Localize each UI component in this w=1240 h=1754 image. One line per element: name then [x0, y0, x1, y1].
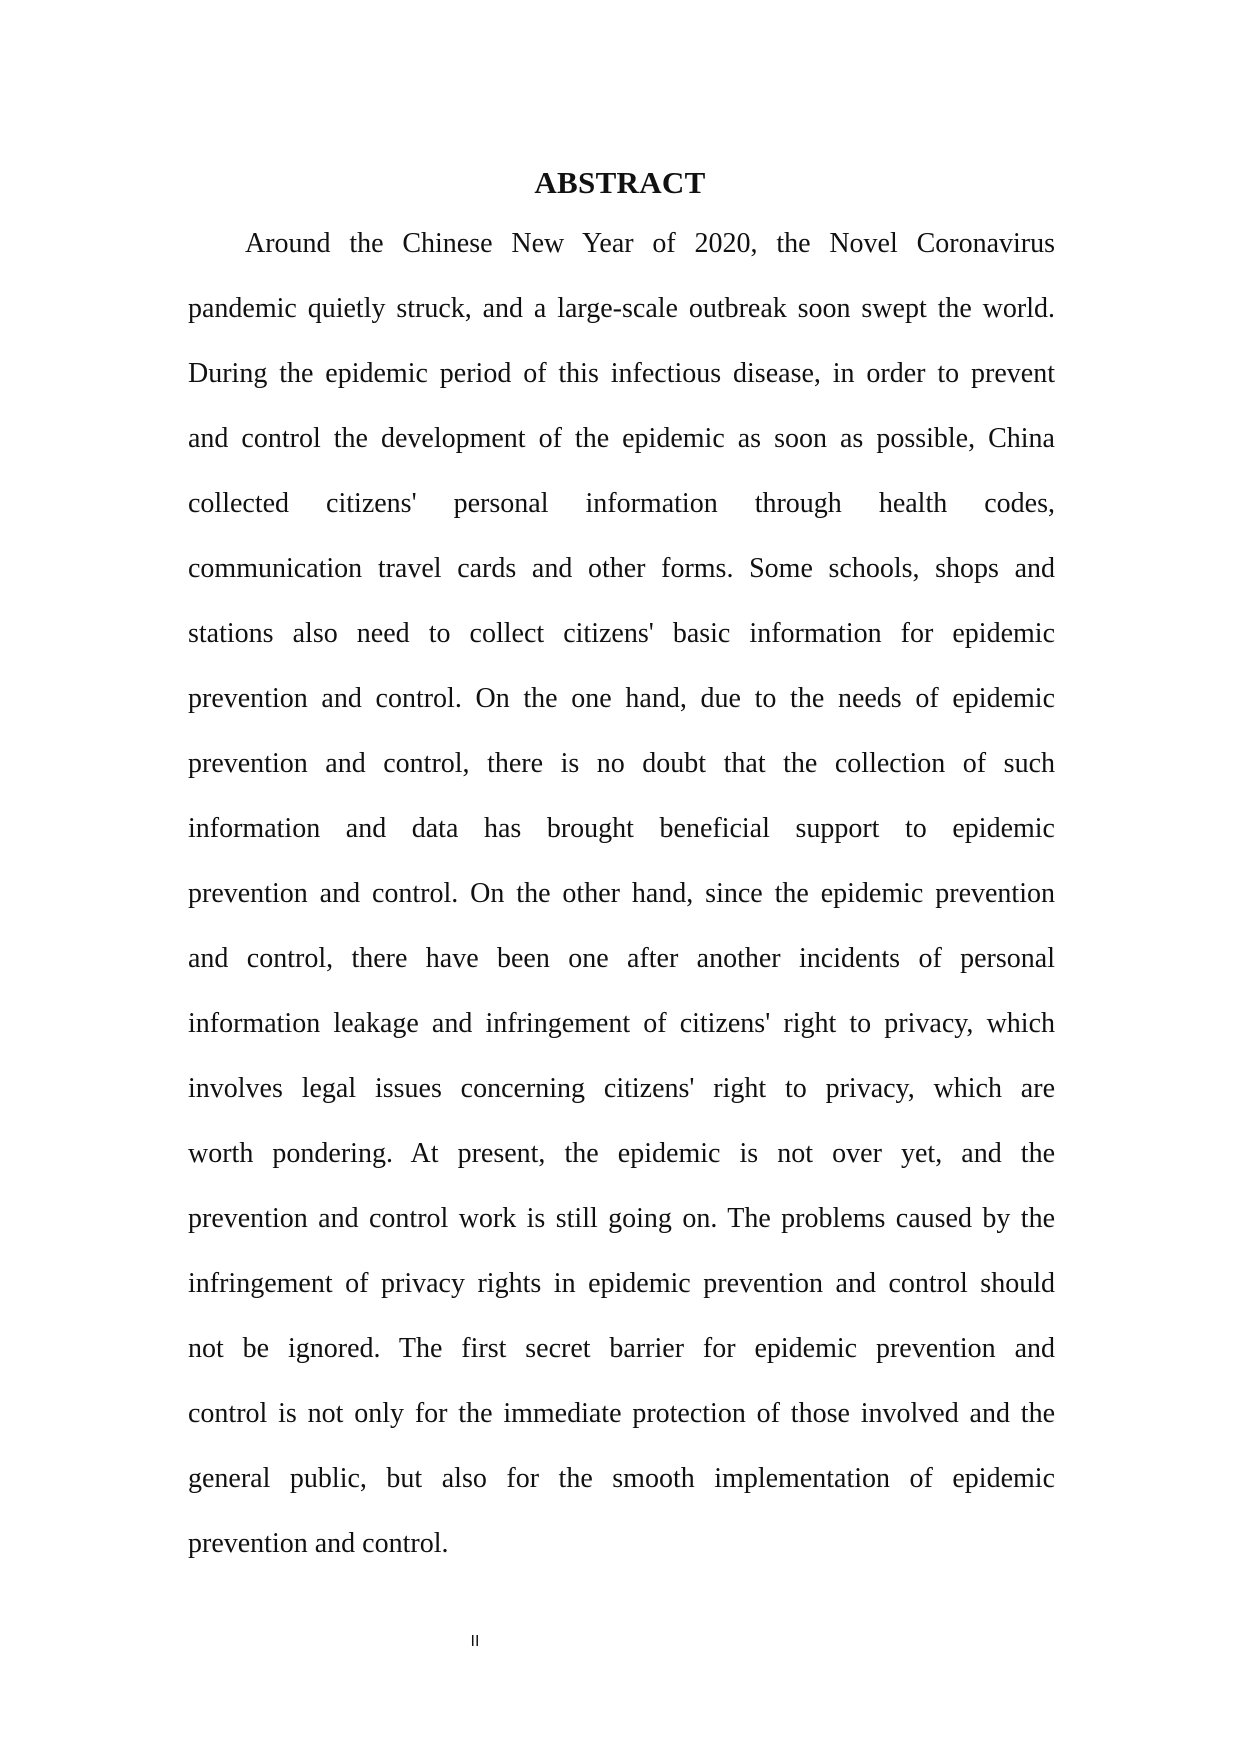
text-line: infringement of privacy rights in epidemic prevention and control should [188, 1268, 1055, 1299]
abstract-title: ABSTRACT [534, 165, 706, 200]
text-line: information and data has brought beneficial support to epidemic [188, 813, 1055, 844]
text-line: collected citizens' personal information through health codes, [188, 488, 1055, 519]
abstract-body [188, 224, 1055, 1589]
text-line: not be ignored. The first secret barrier for epidemic prevention and [188, 1333, 1055, 1364]
text-line: pandemic quietly struck, and a large-scale outbreak soon swept the world. [188, 293, 1055, 324]
text-line: prevention and control work is still going on. The problems caused by the [188, 1203, 1055, 1234]
text-line: prevention and control, there is no doubt that the collection of such [188, 748, 1055, 779]
text-line: Around the Chinese New Year of 2020, the Novel Coronavirus [245, 228, 1055, 259]
page-number: II [470, 1633, 480, 1650]
text-line: and control the development of the epidemic as soon as possible, China [188, 423, 1055, 454]
text-line: information leakage and infringement of citizens' right to privacy, which [188, 1008, 1055, 1039]
text-line: stations also need to collect citizens' basic information for epidemic [188, 618, 1055, 649]
text-line: During the epidemic period of this infectious disease, in order to prevent [188, 358, 1055, 389]
text-line: prevention and control. On the one hand, due to the needs of epidemic [188, 683, 1055, 714]
text-line: involves legal issues concerning citizens' right to privacy, which are [188, 1073, 1055, 1104]
text-line: prevention and control. [188, 1528, 449, 1559]
text-line: communication travel cards and other forms. Some schools, shops and [188, 553, 1055, 584]
text-line: control is not only for the immediate protection of those involved and the [188, 1398, 1055, 1429]
text-line: prevention and control. On the other hand, since the epidemic prevention [188, 878, 1055, 909]
text-line: worth pondering. At present, the epidemic is not over yet, and the [188, 1138, 1055, 1169]
text-line: and control, there have been one after another incidents of personal [188, 943, 1055, 974]
text-line: general public, but also for the smooth implementation of epidemic [188, 1463, 1055, 1494]
